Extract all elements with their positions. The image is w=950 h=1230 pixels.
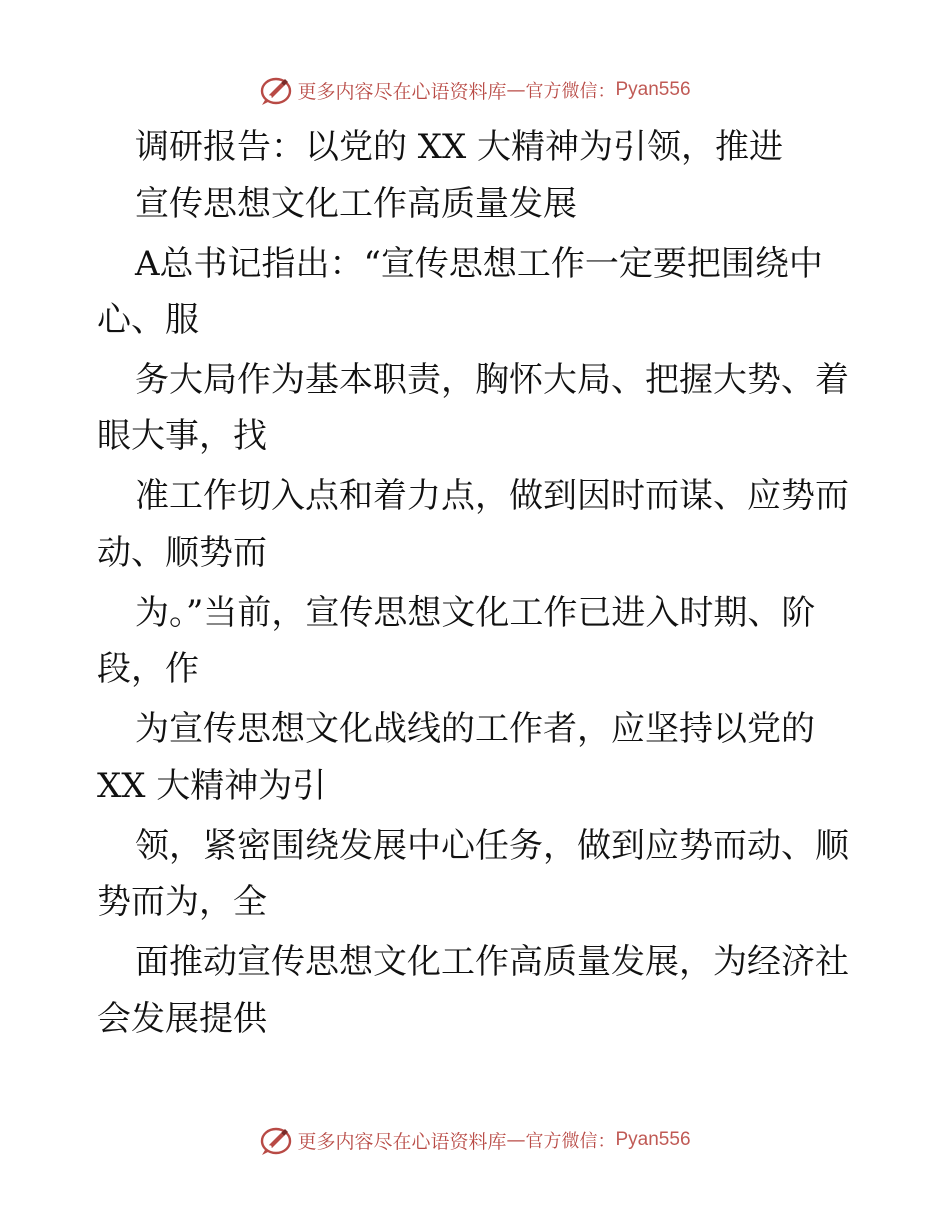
paragraph-line: 为宣传思想文化战线的工作者，应坚持以党的 xyxy=(135,709,815,749)
paragraph-line: 段，作 xyxy=(97,649,199,689)
wechat-label: 官方微信： xyxy=(525,1131,616,1152)
wechat-id: Pyan556 xyxy=(615,1129,691,1150)
brand-text: 更多内容尽在心语资料库 xyxy=(297,1130,507,1153)
header-watermark-banner xyxy=(0,73,950,107)
paragraph-line: 准工作切入点和着力点，做到因时而谋、应势而 xyxy=(135,476,849,516)
paragraph-line: XX 大精神为引 xyxy=(97,766,327,806)
paragraph-line: 面推动宣传思想文化工作高质量发展，为经济社 xyxy=(135,942,849,982)
wechat-label: 官方微信： xyxy=(525,81,616,102)
document-title-line-1: 调研报告：以党的 XX 大精神为引领，推进 xyxy=(135,127,784,167)
brand-text: 更多内容尽在心语资料库 xyxy=(297,80,507,103)
paragraph-line: 务大局作为基本职责，胸怀大局、把握大势、着 xyxy=(135,360,849,400)
paragraph-line: 为。”当前，宣传思想文化工作已进入时期、阶 xyxy=(135,593,816,633)
footer-watermark-banner xyxy=(0,1123,950,1157)
wechat-id: Pyan556 xyxy=(615,79,691,100)
paragraph-line: A总书记指出：“宣传思想工作一定要把围绕中 xyxy=(135,244,823,284)
speech-bubble-pen-logo-icon xyxy=(259,73,293,107)
speech-bubble-pen-logo-icon xyxy=(259,1123,293,1157)
paragraph-line: 势而为，全 xyxy=(97,882,267,922)
paragraph-line: 心、服 xyxy=(97,300,199,340)
paragraph-line: 会发展提供 xyxy=(97,999,267,1039)
banner-dash: — xyxy=(506,79,526,101)
paragraph-line: 动、顺势而 xyxy=(97,533,267,573)
paragraph-line: 领，紧密围绕发展中心任务，做到应势而动、顺 xyxy=(135,826,849,866)
banner-dash: — xyxy=(506,1129,526,1151)
document-title-line-2: 宣传思想文化工作高质量发展 xyxy=(135,184,577,224)
paragraph-line: 眼大事，找 xyxy=(97,416,267,456)
